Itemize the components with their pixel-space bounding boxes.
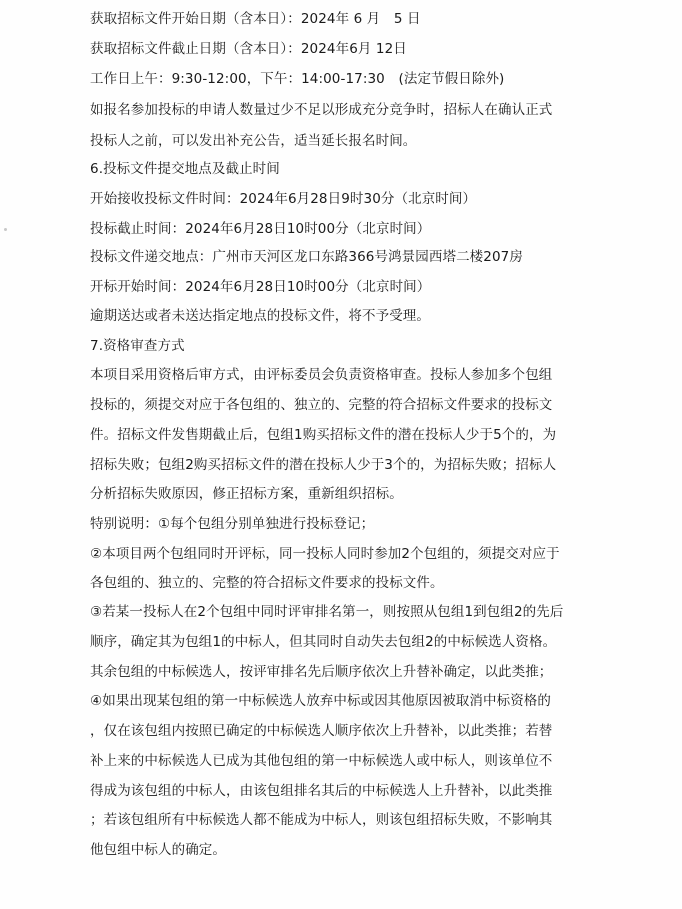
- text-line-special-note-4e: ；若该包组所有中标候选人都不能成为中标人，则该包组招标失败，不影响其: [90, 812, 553, 828]
- text-line-qualification-1: 本项目采用资格后审方式，由评标委员会负责资格审查。投标人参加多个包组: [90, 367, 553, 383]
- scan-speck: [4, 228, 7, 231]
- text-line-extend-registration: 投标人之前，可以发出补充公告，适当延长报名时间。: [90, 133, 417, 149]
- text-line-start-receiving: 开始接收投标文件时间：2024年6月28日9时30分（北京时间）: [90, 191, 477, 207]
- section-heading-6: 6.投标文件提交地点及截止时间: [90, 161, 280, 177]
- text-line-qualification-4: 招标失败；包组2购买招标文件的潜在投标人少于3个的，为招标失败；招标人: [90, 457, 557, 473]
- text-line-bid-opening: 开标开始时间：2024年6月28日10时00分（北京时间）: [90, 279, 431, 295]
- text-line-qualification-2: 投标的，须提交对应于各包组的、独立的、完整的符合招标文件要求的投标文: [90, 397, 553, 413]
- text-line-special-note-2b: 各包组的、独立的、完整的符合招标文件要求的投标文件。: [90, 575, 444, 591]
- text-line-get-docs-end: 获取招标文件截止日期（含本日）：2024年6月 12日: [90, 41, 407, 57]
- text-line-special-note-3c: 其余包组的中标候选人，按评审排名先后顺序依次上升替补确定，以此类推；: [90, 664, 553, 680]
- text-line-working-hours: 工作日上午：9:30-12:00，下午：14:00-17:30 (法定节假日除外): [90, 71, 505, 87]
- text-line-bid-deadline: 投标截止时间：2024年6月28日10时00分（北京时间）: [90, 221, 431, 237]
- text-line-qualification-5: 分析招标失败原因，修正招标方案，重新组织招标。: [90, 486, 403, 502]
- text-line-special-note-4f: 他包组中标人的确定。: [90, 842, 226, 858]
- text-line-submission-location: 投标文件递交地点：广州市天河区龙口东路366号鸿景园西塔二楼207房: [90, 249, 523, 265]
- text-line-late-rejection: 逾期送达或者未送达指定地点的投标文件，将不予受理。: [90, 308, 430, 324]
- text-line-get-docs-start: 获取招标文件开始日期（含本日）：2024年 6 月 5 日: [90, 11, 421, 27]
- text-line-special-note-4b: ，仅在该包组内按照已确定的中标候选人顺序依次上升替补，以此类推；若替: [90, 723, 553, 739]
- text-line-special-note-4d: 得成为该包组的中标人，由该包组排名其后的中标候选人上升替补，以此类推: [90, 783, 553, 799]
- text-line-special-note-1: 特别说明：①每个包组分别单独进行投标登记；: [90, 516, 375, 532]
- text-line-special-note-2a: ②本项目两个包组同时开评标，同一投标人同时参加2个包组的，须提交对应于: [90, 546, 560, 562]
- text-line-qualification-3: 件。招标文件发售期截止后，包组1购买招标文件的潜在投标人少于5个的，为: [90, 427, 557, 443]
- text-line-insufficient-bidders: 如报名参加投标的申请人数量过少不足以形成充分竞争时，招标人在确认正式: [90, 102, 553, 118]
- text-line-special-note-3b: 顺序，确定其为包组1的中标人，但其同时自动失去包组2的中标候选人资格。: [90, 634, 557, 650]
- text-line-special-note-4c: 补上来的中标候选人已成为其他包组的第一中标候选人或中标人，则该单位不: [90, 753, 553, 769]
- text-line-special-note-4a: ④如果出现某包组的第一中标候选人放弃中标或因其他原因被取消中标资格的: [90, 693, 552, 709]
- text-line-special-note-3a: ③若某一投标人在2个包组中同时评审排名第一，则按照从包组1到包组2的先后: [90, 604, 564, 620]
- section-heading-7: 7.资格审查方式: [90, 338, 185, 354]
